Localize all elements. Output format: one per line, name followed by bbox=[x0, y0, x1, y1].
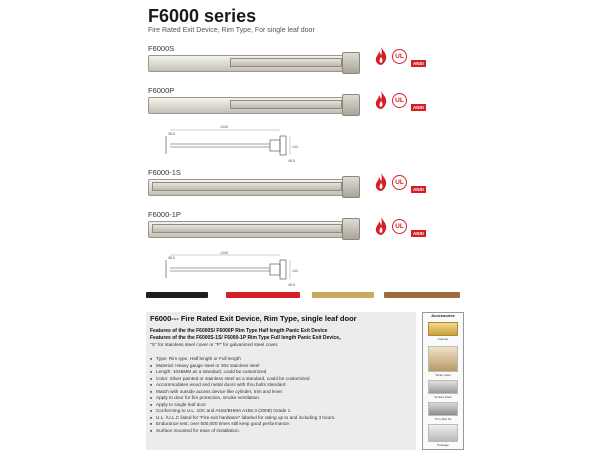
certification-row-2 bbox=[374, 90, 426, 111]
product-image-f6000-1p bbox=[148, 218, 360, 240]
finish-variant-red bbox=[226, 292, 300, 298]
certification-row-4 bbox=[374, 216, 426, 237]
ansi-badge: ANSI bbox=[413, 61, 424, 66]
drawing-1-left-label: 38.5 bbox=[168, 132, 175, 136]
fire-icon bbox=[374, 46, 388, 66]
certification-row-3 bbox=[374, 172, 426, 193]
accessory-screws-pack bbox=[428, 380, 458, 394]
feature-line-1: Features of the the F6000S/ F6000P Rim Type Half length Panic Exit Device bbox=[150, 328, 328, 334]
drawing-2-right-label: 48.5 bbox=[288, 283, 295, 287]
spec-item: ■ Material: Heavy gauge steel or 304 stainless steel bbox=[150, 363, 412, 370]
product-label-f6000-1p: F6000-1P bbox=[148, 210, 181, 219]
fire-icon bbox=[374, 216, 388, 236]
spec-item: ■ Surface mounted for ease of installation. bbox=[150, 428, 412, 435]
fire-icon bbox=[374, 172, 388, 192]
finish-variant-black bbox=[146, 292, 208, 298]
ansi-badge: ANSI bbox=[413, 231, 424, 236]
accessory-caption: Screws Pack bbox=[434, 395, 452, 399]
spec-list bbox=[150, 356, 412, 434]
ul-icon: UL bbox=[392, 93, 407, 108]
accessory-package bbox=[428, 424, 458, 442]
ansi-badge: ANSI bbox=[413, 187, 424, 192]
accessory-strike-plate bbox=[428, 346, 458, 372]
ul-icon: UL bbox=[392, 175, 407, 190]
fire-icon bbox=[374, 90, 388, 110]
spec-item: ■ U.L. /U.L.C listed for "Fire exit hardware" labeled for rating up to and including 3 hours. bbox=[150, 415, 412, 422]
drawing-1-right-label: 48.5 bbox=[288, 159, 295, 163]
finish-variant-bronze bbox=[384, 292, 460, 298]
finish-variant-gold bbox=[312, 292, 374, 298]
accessory-caption: Strike plate bbox=[435, 373, 451, 377]
certification-row-1 bbox=[374, 46, 426, 67]
spec-item: ■ Conforming to U.L. 10C and ANSI/BHMA A156.3-(2009) Grade 1. bbox=[150, 408, 412, 415]
feature-line-2: Features of the the F6000S-1S/ F6000-1P Rim Type Full length Panic Exit Device。 bbox=[150, 335, 345, 341]
cover-note: "S" for stainless steel cover or "P" for galvanized steel cover. bbox=[150, 343, 279, 348]
accessory-cylinder bbox=[428, 322, 458, 336]
spec-item: ■ Match with outside access device like cylinder, trim and lever. bbox=[150, 389, 412, 396]
accessory-caption: Thru-Bolt Kit bbox=[434, 417, 452, 421]
page-title: F6000 series bbox=[148, 6, 257, 26]
accessory-caption: Cylinder bbox=[437, 337, 449, 341]
ul-icon: UL bbox=[392, 219, 407, 234]
drawing-1-width-label: 1045 bbox=[220, 125, 228, 129]
technical-drawing-half-length bbox=[160, 122, 305, 166]
spec-item: ■ Type: Rim type, Half length or Full length bbox=[150, 356, 412, 363]
page-subtitle: Fire Rated Exit Device, Rim Type, For single leaf door bbox=[148, 27, 315, 34]
technical-drawing-full-length bbox=[160, 250, 305, 290]
spec-item: ■ Length: 1045MM as a standard, could be customized bbox=[150, 369, 412, 376]
product-label-f6000p: F6000P bbox=[148, 86, 175, 95]
spec-item: ■ Apply to door for fire protection, smoke ventilation. bbox=[150, 395, 412, 402]
drawing-2-left-label: 38.5 bbox=[168, 256, 175, 260]
accessory-caption: Package bbox=[437, 443, 449, 447]
drawing-2-height-label: 144 bbox=[292, 269, 298, 273]
spec-item: ■ Color: Silver painted or stainless steel as a standard, could be customized bbox=[150, 376, 412, 383]
product-image-f6000-1s bbox=[148, 176, 360, 198]
product-image-f6000s bbox=[148, 52, 360, 74]
ansi-badge: ANSI bbox=[413, 105, 424, 110]
spec-item: ■ Accommodates wood and metal doors with thru bolts standard bbox=[150, 382, 412, 389]
drawing-2-width-label: 1045 bbox=[220, 251, 228, 255]
spec-item: ■ Endurance test, over 500,000 times still keep good performance. bbox=[150, 421, 412, 428]
drawing-1-height-label: 144 bbox=[292, 145, 298, 149]
product-label-f6000s: F6000S bbox=[148, 44, 175, 53]
accessory-thru-bolt-kit bbox=[428, 402, 458, 416]
spec-item: ■ Apply to single leaf door bbox=[150, 402, 412, 409]
product-image-f6000p bbox=[148, 94, 360, 116]
ul-icon: UL bbox=[392, 49, 407, 64]
product-label-f6000-1s: F6000-1S bbox=[148, 168, 181, 177]
accessories-title: Accessories bbox=[431, 313, 455, 318]
description-title: F6000--- Fire Rated Exit Device, Rim Type, single leaf door bbox=[150, 314, 357, 323]
